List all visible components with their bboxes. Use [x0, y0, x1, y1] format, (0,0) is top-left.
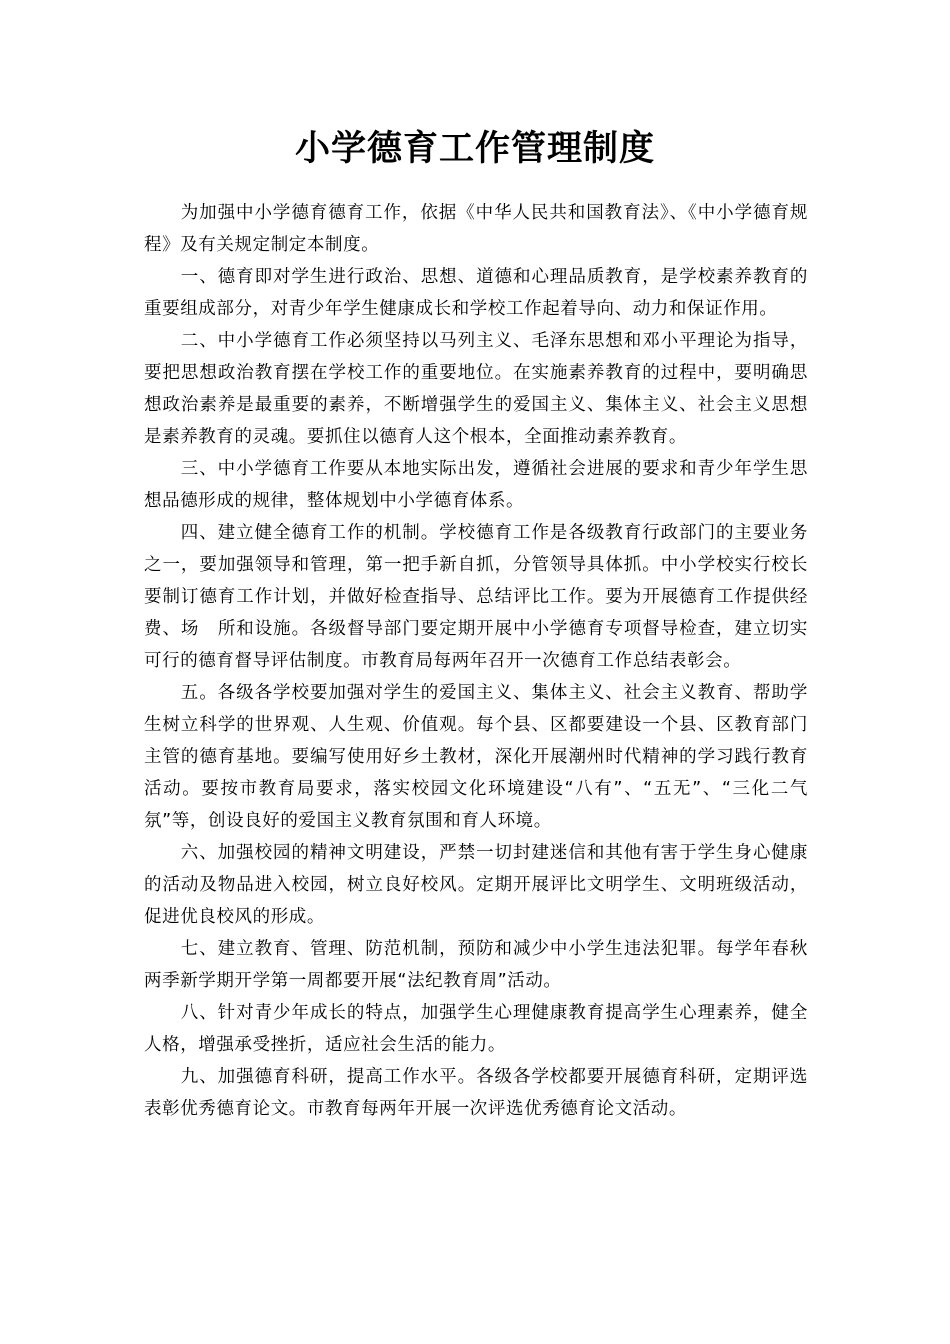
paragraph-6: 六、加强校园的精神文明建设，严禁一切封建迷信和其他有害于学生身心健康的活动及物品进入校园，树立良好校风。定期开展评比文明学生、文明班级活动，促进优良校风的形成。: [144, 843, 808, 927]
document-title: 小学德育工作管理制度: [294, 128, 655, 169]
paragraph-7: 七、建立教育、管理、防范机制，预防和减少中小学生违法犯罪。每学年春秋两季新学期开学第一周都要开展“法纪教育周”活动。: [144, 939, 808, 991]
paragraph-1: 一、德育即对学生进行政治、思想、道德和心理品质教育，是学校素养教育的重要组成部分，对青少年学生健康成长和学校工作起着导向、动力和保证作用。: [144, 267, 808, 319]
paragraph-intro: 为加强中小学德育德育工作，依据《中华人民共和国教育法》、《中小学德育规程》及有关规定制定本制度。: [144, 203, 808, 255]
paragraph-9: 九、加强德育科研，提高工作水平。各级各学校都要开展德育科研，定期评选表彰优秀德育论文。市教育每两年开展一次评选优秀德育论文活动。: [144, 1067, 808, 1119]
document-body: [144, 197, 808, 1125]
paragraph-8: 八、针对青少年成长的特点，加强学生心理健康教育提高学生心理素养，健全人格，增强承受挫折，适应社会生活的能力。: [144, 1003, 808, 1055]
paragraph-4: 四、建立健全德育工作的机制。学校德育工作是各级教育行政部门的主要业务之一，要加强领导和管理，第一把手新自抓，分管领导具体抓。中小学校实行校长要制订德育工作计划，并做好检查指导、总结评比工作。要为开展德育工作提供经费、场 所和设施。各级督导部门要定期开展中小学德育专项督导检查，建立切实可行的德育督导评估制度。市教育局每两年召开一次德育工作总结表彰会。: [144, 523, 808, 671]
paragraph-2: 二、中小学德育工作必须坚持以马列主义、毛泽东思想和邓小平理论为指导，要把思想政治教育摆在学校工作的重要地位。在实施素养教育的过程中，要明确思想政治素养是最重要的素养，不断增强学生的爱国主义、集体主义、社会主义思想是素养教育的灵魂。要抓住以德育人这个根本，全面推动素养教育。: [144, 331, 808, 447]
paragraph-3: 三、中小学德育工作要从本地实际出发，遵循社会进展的要求和青少年学生思想品德形成的规律，整体规划中小学德育体系。: [144, 459, 808, 511]
paragraph-5: 五。各级各学校要加强对学生的爱国主义、集体主义、社会主义教育、帮助学生树立科学的世界观、人生观、价值观。每个县、区都要建设一个县、区教育部门主管的德育基地。要编写使用好乡土教材，深化开展潮州时代精神的学习践行教育活动。要按市教育局要求，落实校园文化环境建设“八有”、“五无”、“三化二气氛”等，创设良好的爱国主义教育氛围和育人环境。: [144, 683, 808, 831]
